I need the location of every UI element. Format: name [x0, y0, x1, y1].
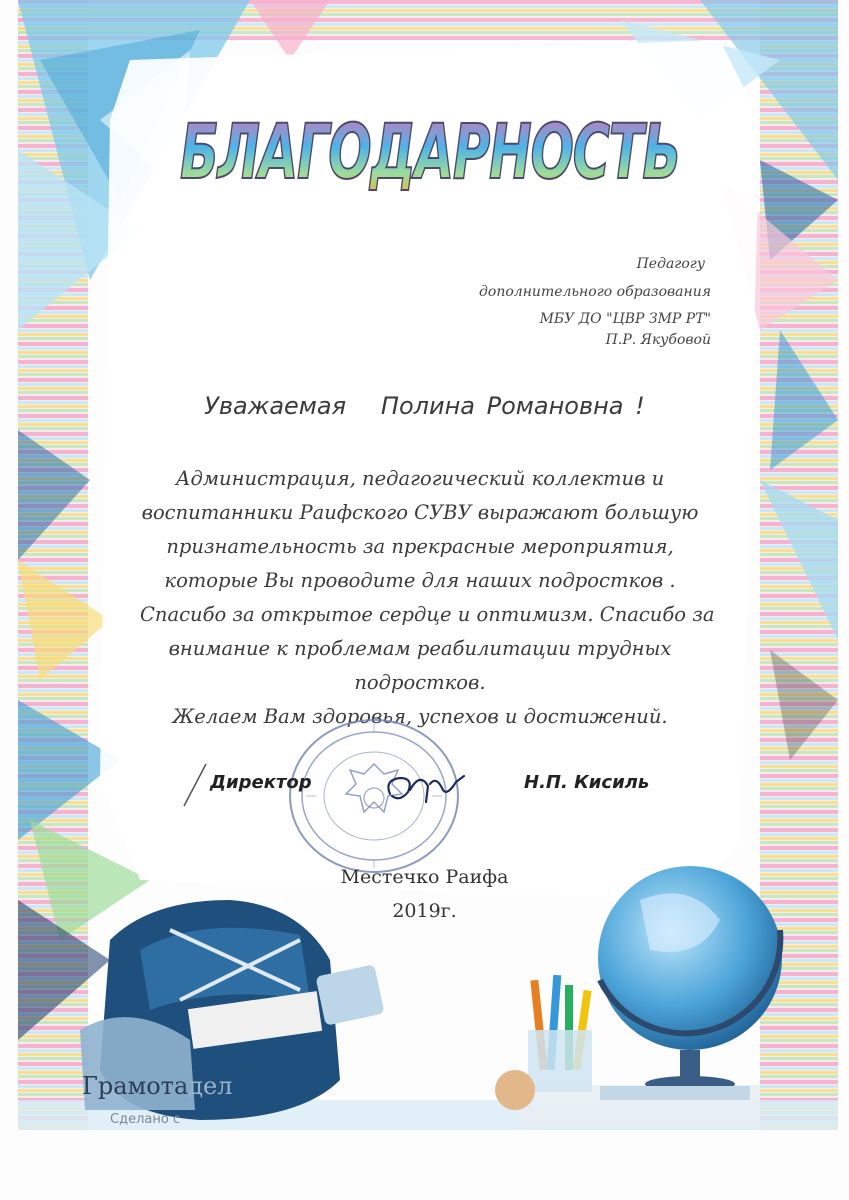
body-text [140, 462, 715, 734]
title-banner [170, 100, 690, 200]
issue-place: Местечко Раифа [340, 866, 509, 888]
greeting: Уважаемая Полина Романовна ! [204, 392, 645, 420]
signatory-position: Директор [210, 772, 312, 793]
body-line: воспитанники Раифского СУВУ выражают большую [141, 501, 699, 524]
recipient-line-3: МБУ ДО "ЦВР ЗМР РТ" [539, 311, 711, 327]
body-line: которые Вы проводите для наших подростков . [164, 569, 676, 592]
brand-logo [82, 1072, 233, 1100]
recipient-line-2: дополнительного образования [479, 284, 711, 300]
signatory-name: Н.П. Кисиль [524, 772, 650, 793]
pencil-cup-icon [495, 975, 592, 1110]
body-line: Администрация, педагогический коллектив и [175, 467, 665, 490]
body-line: внимание к проблемам реабилитации трудных [168, 637, 672, 660]
brand-main: Грамота [82, 1072, 189, 1100]
body-line: признательность за прекрасные мероприятия, [166, 535, 674, 558]
body-line: Спасибо за открытое сердце и оптимизм. Спасибо за [140, 603, 715, 626]
recipient-line-1: Педагогу [636, 256, 705, 272]
brand-tagline: Сделано с [110, 1112, 181, 1127]
body-line: Желаем Вам здоровья, успехов и достижений. [172, 705, 668, 728]
issue-year: 2019г. [392, 900, 457, 922]
document-title: БЛАГОДАРНОСТЬ [180, 107, 680, 196]
brand-suffix: дел [188, 1072, 233, 1100]
body-line: подростков. [354, 671, 486, 694]
handwritten-signature [380, 762, 470, 812]
recipient-line-4: П.Р. Якубовой [605, 332, 711, 348]
